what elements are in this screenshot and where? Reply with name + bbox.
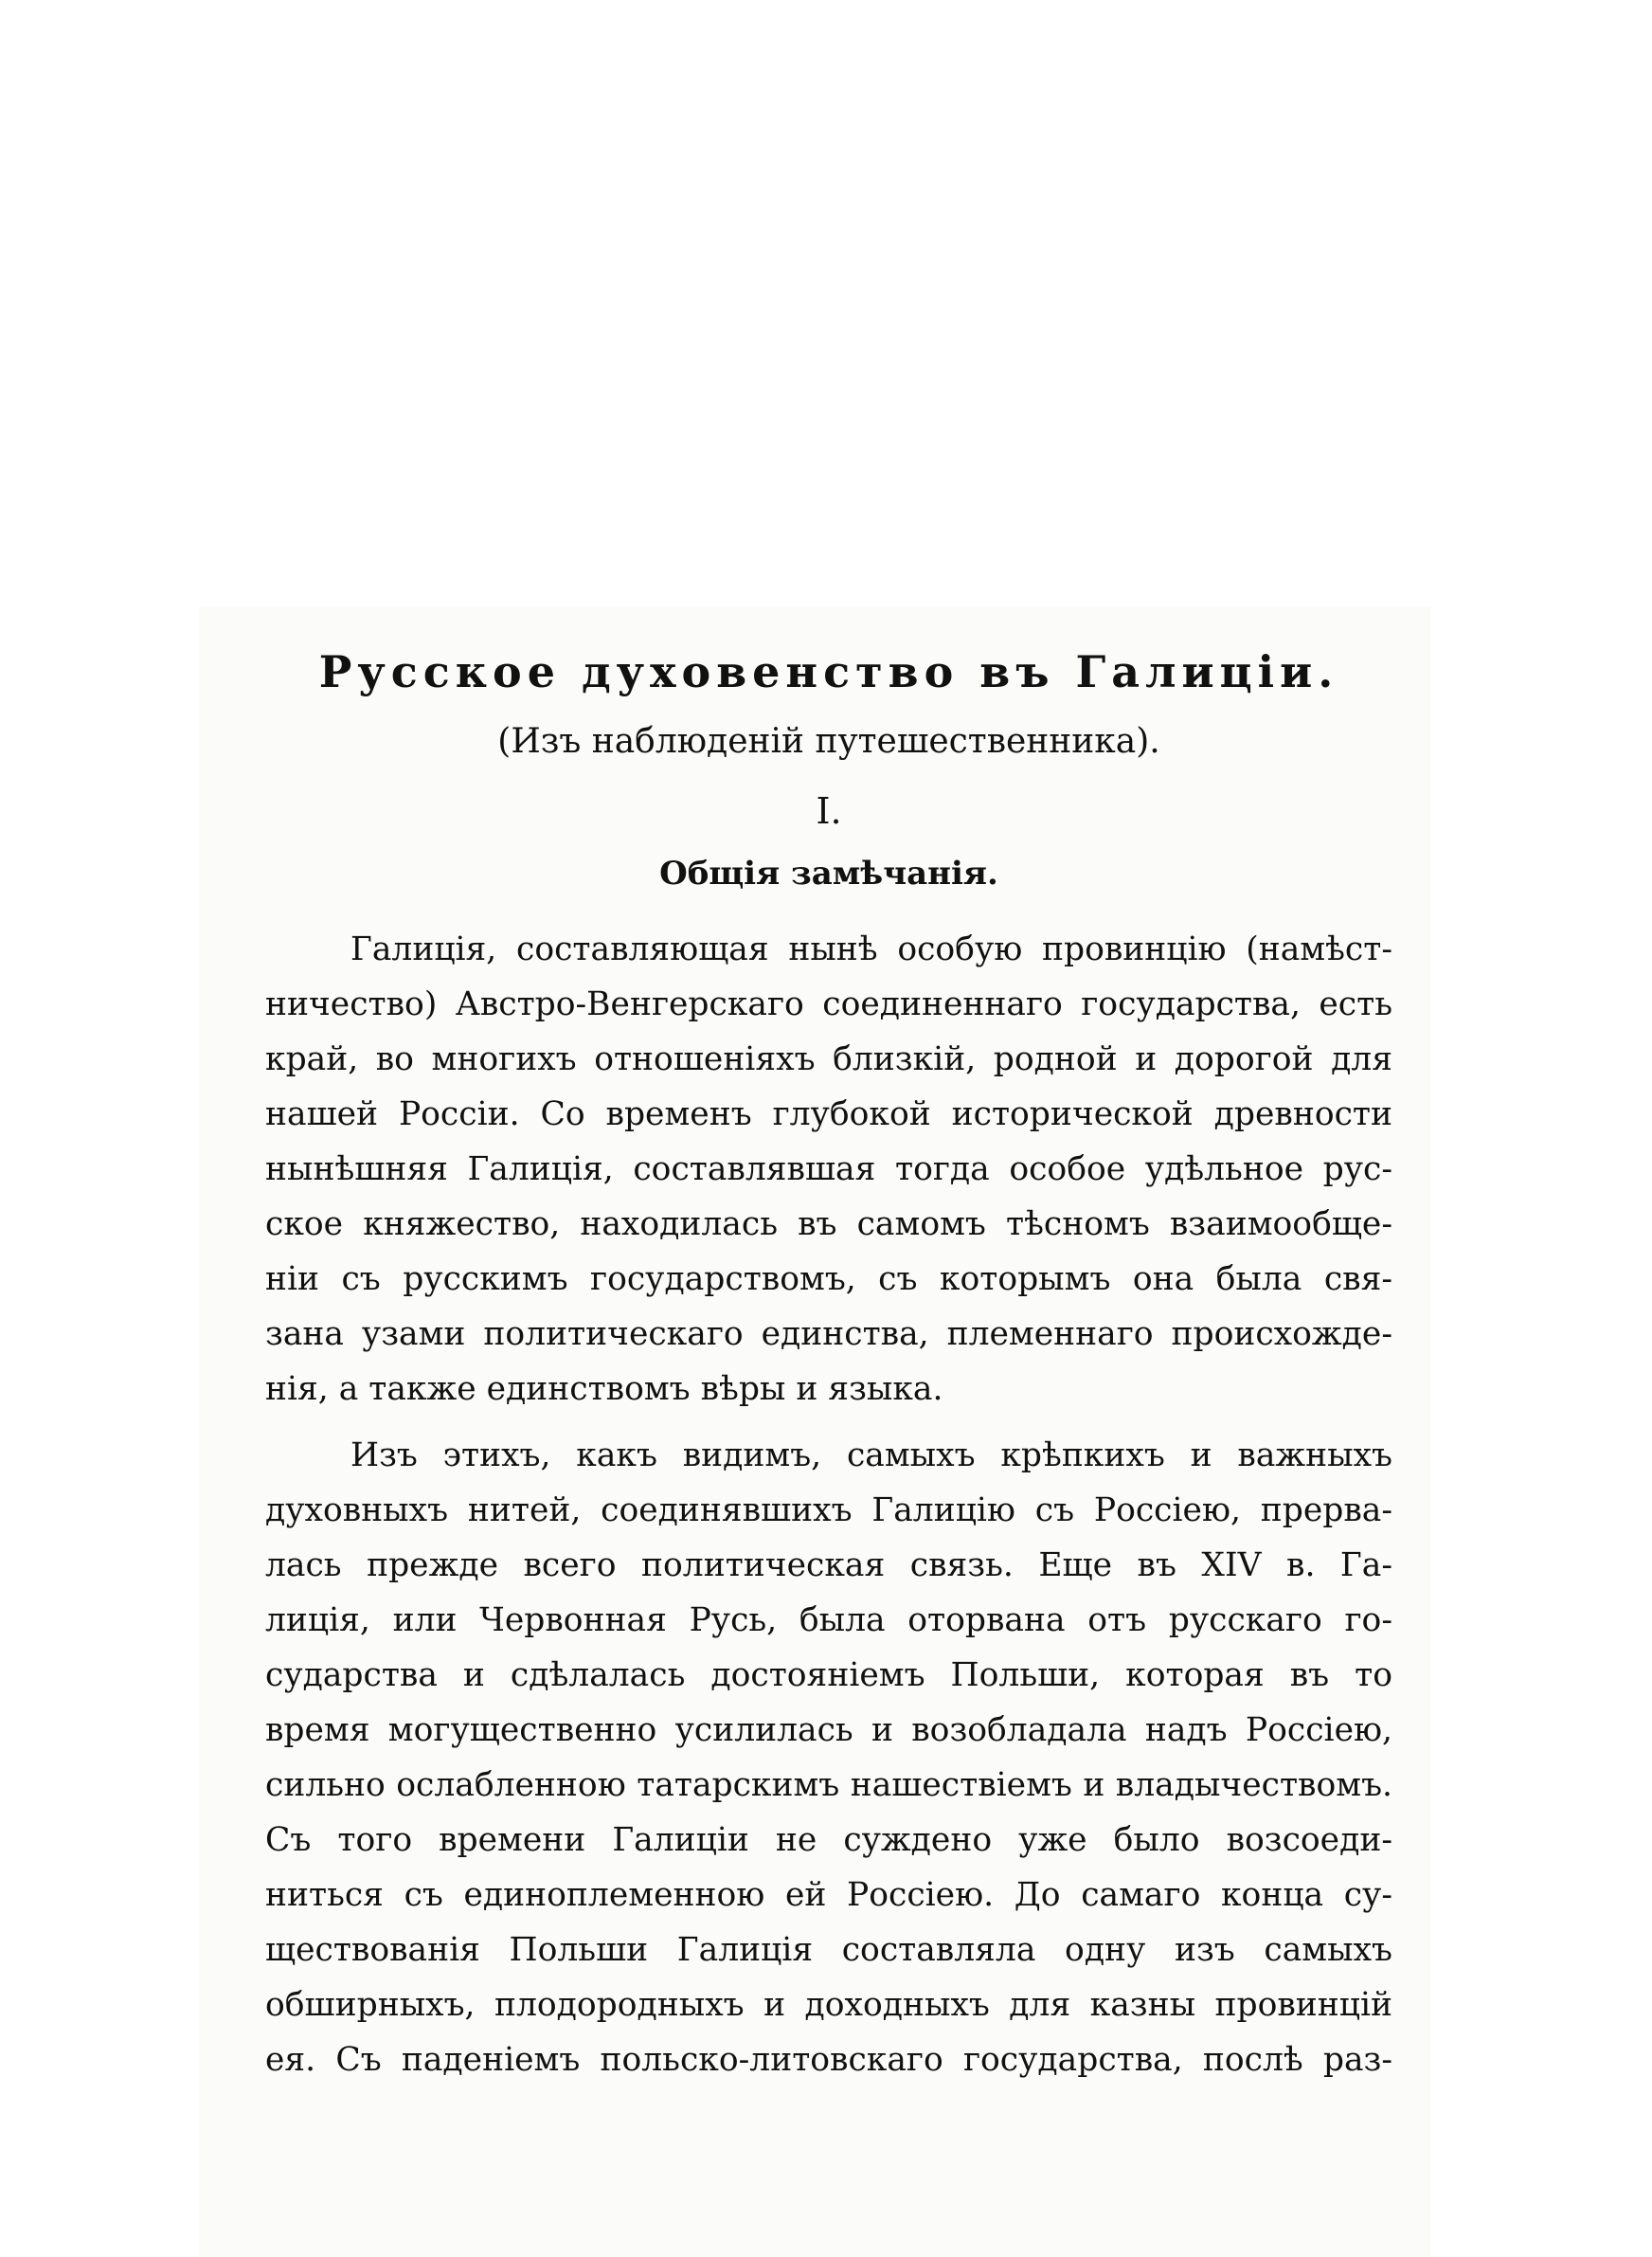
text-line: ея. Съ паденіемъ польско-литовскаго государства, послѣ раз- bbox=[265, 2040, 1392, 2079]
section-title: Общія замѣчанія. bbox=[659, 854, 998, 893]
article-subtitle: (Изъ наблюденій путешественника). bbox=[497, 722, 1160, 762]
text-line: ніи съ русскимъ государствомъ, съ которымъ она была свя- bbox=[265, 1259, 1392, 1298]
text-line: ское княжество, находилась въ самомъ тѣсномъ взаимообще- bbox=[265, 1204, 1392, 1243]
article-title: Русское духовенство въ Галиціи. bbox=[318, 646, 1339, 697]
document-page bbox=[265, 616, 1392, 2087]
text-line: нынѣшняя Галиція, составлявшая тогда особое удѣльное рус- bbox=[265, 1149, 1392, 1188]
paragraph bbox=[265, 1428, 1392, 2087]
text-line: Съ того времени Галиціи не суждено уже было возсоеди- bbox=[265, 1820, 1392, 1859]
text-line: духовныхъ нитей, соединявшихъ Галицію съ Россіею, прерва- bbox=[265, 1490, 1392, 1529]
text-line: сударства и сдѣлалась достояніемъ Польши, которая въ то bbox=[265, 1655, 1392, 1694]
text-line: ниться съ единоплеменною ей Россіею. До самаго конца су- bbox=[265, 1875, 1392, 1914]
paragraph bbox=[265, 922, 1392, 1417]
text-line: сильно ослабленною татарскимъ нашествіемъ и владычествомъ. bbox=[265, 1765, 1392, 1804]
text-line: Изъ этихъ, какъ видимъ, самыхъ крѣпкихъ и важныхъ bbox=[350, 1435, 1392, 1474]
text-line: зана узами политическаго единства, племеннаго происхожде- bbox=[265, 1314, 1392, 1353]
text-line: ществованія Польши Галиція составляла одну изъ самыхъ bbox=[265, 1930, 1392, 1969]
text-line: нія, а также единствомъ вѣры и языка. bbox=[265, 1369, 943, 1408]
text-line: лиція, или Червонная Русь, была оторвана отъ русскаго го- bbox=[265, 1600, 1392, 1639]
text-line: ничество) Австро-Венгерскаго соединеннаго государства, есть bbox=[265, 984, 1392, 1023]
body-text bbox=[265, 922, 1392, 2087]
chapter-number: I. bbox=[816, 790, 842, 833]
text-line: обширныхъ, плодородныхъ и доходныхъ для казны провинцій bbox=[265, 1985, 1392, 2024]
text-line: край, во многихъ отношеніяхъ близкій, родной и дорогой для bbox=[265, 1039, 1392, 1078]
text-line: нашей Россіи. Со временъ глубокой исторической древности bbox=[265, 1094, 1392, 1133]
text-line: Галиція, составляющая нынѣ особую провинцію (намѣст- bbox=[350, 930, 1392, 968]
text-line: время могущественно усилилась и возобладала надъ Россіею, bbox=[265, 1710, 1392, 1749]
text-line: лась прежде всего политическая связь. Еще въ XIV в. Га- bbox=[265, 1545, 1392, 1584]
paragraph-gap bbox=[265, 1417, 1392, 1428]
